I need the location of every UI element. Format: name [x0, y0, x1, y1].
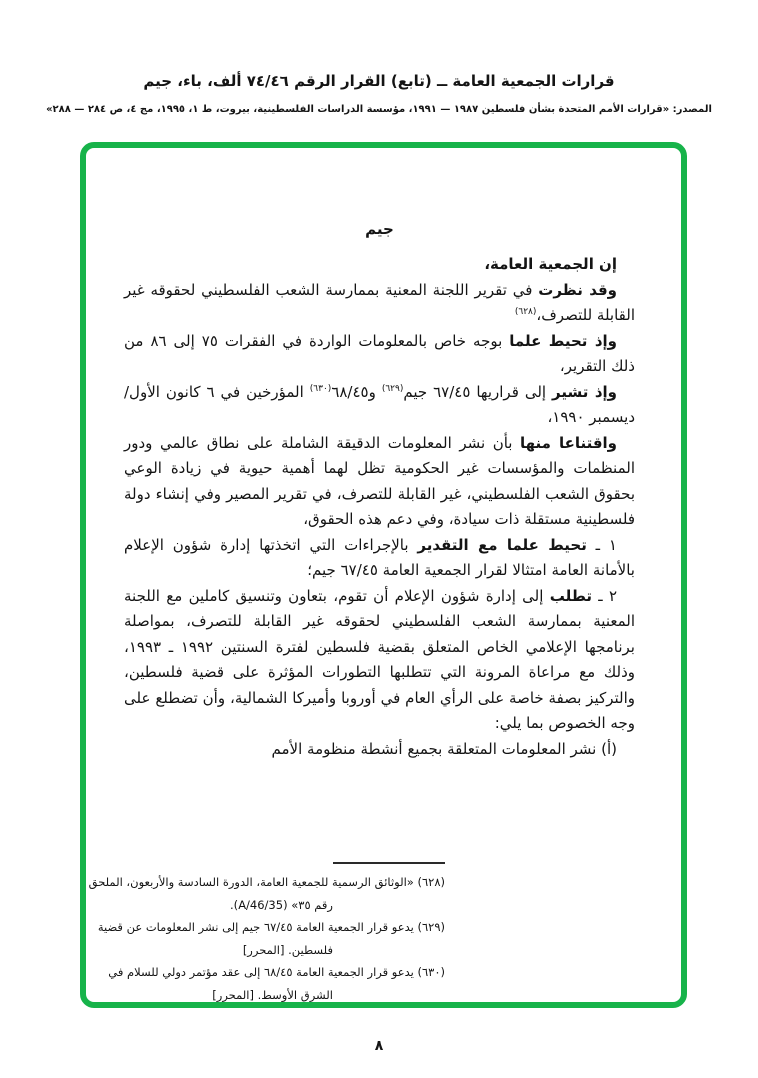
footnotes-block	[88, 862, 445, 1006]
paragraph	[124, 329, 635, 380]
text-segment: تطلب	[549, 586, 592, 605]
text-segment: بوجه خاص بالمعلومات الواردة في الفقرات ٧٥ إلى ٨٦ من ذلك التقرير،	[124, 331, 635, 375]
footnote-reference: (٦٢٩)	[381, 383, 404, 394]
footnote-line: (٦٢٨) «الوثائق الرسمية للجمعية العامة، الدورة السادسة والأربعون، الملحق	[88, 875, 445, 889]
text-segment: ١ ـ	[586, 535, 617, 554]
footnote-line: (٦٢٩) يدعو قرار الجمعية العامة ٦٧/٤٥ جيم إلى نشر المعلومات عن قضية	[97, 920, 445, 934]
frame-content	[124, 148, 635, 762]
paragraph	[124, 431, 635, 533]
text-segment: إن الجمعية العامة،	[484, 255, 617, 273]
page-title: قرارات الجمعية العامة ــ (تابع) القرار الرقم ٧٤/٤٦ ألف، باء، جيم	[143, 72, 615, 90]
text-segment: بالإجراءات التي اتخذتها إدارة شؤون الإعلام بالأمانة العامة امتثالا لقرار الجمعية العامة ٦٧/٤٥ جيم؛	[124, 535, 635, 579]
footnote-reference: (٦٢٨)	[514, 307, 537, 317]
paragraph	[124, 533, 635, 584]
text-segment: في تقرير اللجنة المعنية بممارسة الشعب الفلسطيني لحقوقه غير القابلة للتصرف،	[124, 280, 635, 324]
page-number: ٨	[374, 1038, 384, 1054]
section-heading: جيم	[365, 220, 394, 238]
footnote-line: فلسطين. [المحرر]	[242, 942, 333, 957]
text-segment: تحيط علما مع التقدير	[417, 535, 587, 554]
document-body	[124, 252, 635, 762]
footnote-line: رقم ٣٥» (A/46/35).	[230, 897, 333, 912]
text-segment: وإذ تحيط علما	[509, 331, 617, 350]
green-frame	[80, 142, 687, 1008]
text-segment: وقد نظرت	[538, 280, 617, 299]
text-segment: ٢ ـ	[591, 586, 618, 605]
footnote	[88, 871, 445, 916]
text-segment: (أ) نشر المعلومات المتعلقة بجميع أنشطة منظومة الأمم	[271, 739, 617, 758]
footnote	[107, 961, 445, 1006]
paragraph	[124, 252, 635, 278]
footnote-separator	[333, 862, 445, 864]
paragraph	[124, 380, 635, 431]
footnote-line: (٦٣٠) يدعو قرار الجمعية العامة ٦٨/٤٥ إلى عقد مؤتمر دولي للسلام في	[108, 965, 445, 979]
source-line: المصدر: «قرارات الأمم المتحدة بشأن فلسطين ١٩٨٧ — ١٩٩١، مؤسسة الدراسات الفلسطينية، بيروت، ط ١، ١٩٩٥، مج ٤، ص ٢٨٤ — ٢٨٨»	[46, 104, 712, 115]
text-segment: بأن نشر المعلومات الدقيقة الشاملة على نطاق عالمي ودور المنظمات والمؤسسات غير الحكومية تظل لهما أهمية حيوية في زيادة الوعي بحقوق الشعب الفلسطيني، غير القابلة للتصرف، في تقرير المصير وفي إنشاء دولة فلسطينية مستقلة ذات سيادة، وفي دعم هذه الحقوق،	[124, 433, 635, 528]
footnote	[97, 916, 445, 961]
footnote-list	[88, 871, 445, 1006]
text-segment: إلى إدارة شؤون الإعلام أن تقوم، بتعاون وتنسيق كاملين مع اللجنة المعنية بممارسة الشعب الفلسطيني لحقوقه غير القابلة للتصرف، بمواصلة برنامجها الإعلامي الخاص المتعلق بقضية فلسطين لفترة السنتين ١٩٩٢ ـ ١٩٩٣، وذلك مع مراعاة المرونة التي تتطلبها التطورات المؤثرة على قضية فلسطين، والتركيز بصفة خاصة على الرأي العام في أوروبا وأميركا الشمالية، وأن تضطلع على وجه الخصوص بما يلي:	[124, 586, 635, 732]
text-segment: وإذ تشير	[552, 382, 617, 401]
paragraph	[124, 737, 635, 763]
text-segment: واقتناعا منها	[520, 433, 618, 452]
footnote-reference: (٦٣٠)	[309, 383, 332, 394]
text-segment: المؤرخين في ٦ كانون الأول/ديسمبر ١٩٩٠،	[124, 382, 635, 426]
paragraph	[124, 278, 635, 329]
text-segment: إلى قراريها ٦٧/٤٥ جيم	[403, 382, 553, 401]
text-segment: و٦٨/٤٥	[331, 382, 382, 401]
paragraph	[124, 584, 635, 737]
footnote-line: الشرق الأوسط. [المحرر]	[212, 987, 333, 1002]
